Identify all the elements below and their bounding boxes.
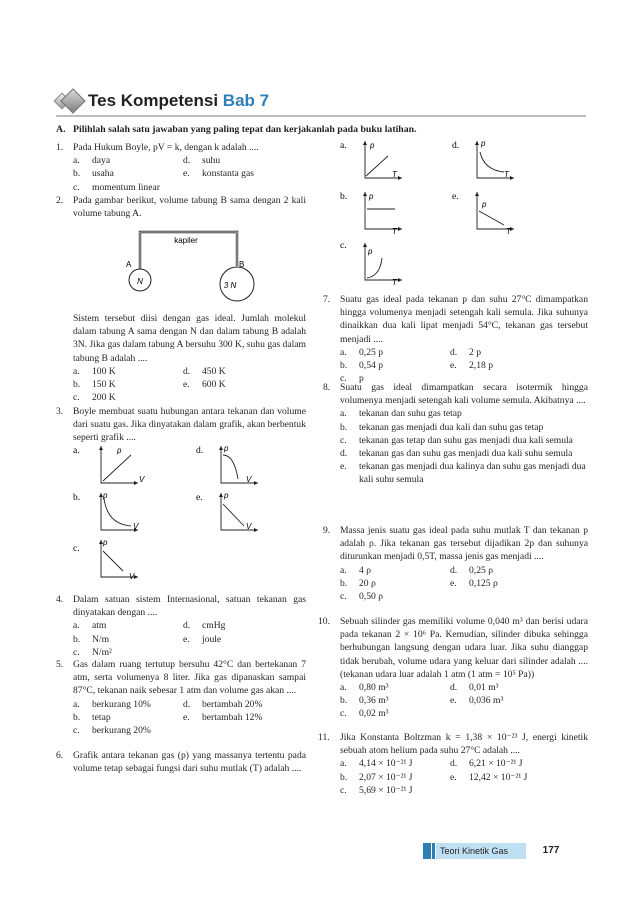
svg-text:b.: b. xyxy=(340,191,348,202)
section-instruction: A. Pilihlah salah satu jawaban yang paling tepat dan kerjakanlah pada buku latihan. xyxy=(56,124,417,135)
two-tank-figure xyxy=(112,222,272,304)
svg-text:d.: d. xyxy=(452,140,460,151)
question-6: 6. Grafik antara tekanan gas (p) yang massanya tertentu pada volume tetap sebagai fungsi dari suhu mutlak (T) adalah .... xyxy=(56,750,306,775)
question-5: 5. Gas dalam ruang tertutup bersuhu 42°C dan bertekanan 7 atm, serta volumenya 8 liter. Jika gas dipanaskan sampai 87°C, tekanan naik sebesar 1 atm dan volume gas akan .... a. berkurang 10% d. bertambah 20% b. tetap e. bertambah 12% c. berkurang 20% xyxy=(56,659,306,737)
question-11: 11. Jika Konstanta Boltzman k = 1,38 × 10⁻²³ J, energi kinetik sebuah atom helium pada suhu 27°C adalah .... a. 4,14 × 10⁻²¹ J d. 6,21 × 10⁻²¹ J b. 2,07 × 10⁻²¹ J e. 12,42 × 10⁻²¹ J c. 5,69 × 10⁻²¹ J xyxy=(318,732,588,796)
svg-text:T: T xyxy=(506,227,511,236)
question-1: 1. Pada Hukum Boyle, pV = k, dengan k adalah .... a. daya d. suhu b. usaha e. konstanta gas c. momentum linear xyxy=(56,142,259,193)
svg-text:p: p xyxy=(103,491,108,500)
q6-graph-c xyxy=(340,240,430,290)
svg-text:a.: a. xyxy=(340,140,347,151)
q3-graph-a xyxy=(73,443,163,493)
q6-graph-e xyxy=(452,189,542,239)
tank-b-label: B xyxy=(239,260,245,269)
svg-text:p: p xyxy=(224,444,229,453)
svg-text:V: V xyxy=(246,522,252,531)
footer-accent xyxy=(423,843,431,859)
question-2-cont: Sistem tersebut diisi dengan gas ideal. Jumlah molekul dalam tabung A sama dengan N dan dalam tabung B adalah 3N. Jika gas dalam tabung A bersuhu 300 K, suhu gas dalam tabung B adalah .... a. 100 K d. 450 K b. 150 K e. 600 K c. 200 K xyxy=(73,313,306,404)
svg-text:T: T xyxy=(392,278,397,287)
svg-text:V: V xyxy=(139,475,145,484)
q3-graph-c xyxy=(73,537,163,587)
svg-text:T: T xyxy=(392,227,397,236)
footer-accent xyxy=(432,843,435,859)
svg-text:c.: c. xyxy=(73,543,80,554)
header-rule xyxy=(56,115,586,117)
page-number: 177 xyxy=(542,845,560,856)
svg-text:p: p xyxy=(117,446,122,455)
svg-text:p: p xyxy=(103,538,108,547)
page-title: Tes Kompetensi Bab 7 xyxy=(88,91,270,110)
q3-graph-e xyxy=(196,490,286,540)
svg-text:d.: d. xyxy=(196,445,204,456)
footer-chapter-title: Teori Kinetik Gas xyxy=(436,843,526,859)
question-4: 4. Dalam satuan sistem Internasional, satuan tekanan gas dinyatakan dengan .... a. atm d. cmHg b. N/m e. joule c. N/m² xyxy=(56,594,306,658)
svg-text:p: p xyxy=(482,200,487,209)
q6-graph-d xyxy=(452,138,542,188)
svg-text:p: p xyxy=(370,141,375,150)
svg-text:e.: e. xyxy=(452,191,459,202)
diamond-icon xyxy=(60,88,85,113)
question-8: 8. Suatu gas ideal dimampatkan secara isotermik hingga volumenya menjadi setengah kali volume semula. Akibatnya .... a. tekanan dan suhu gas tetap b. tekanan gas menjadi dua kali dan suhu gas tetap c. tekanan gas tetap dan suhu gas menjadi dua kali semula d. tekanan gas dan suhu gas menjadi dua kali suhu semula e. tekanan gas menjadi dua kalinya dan suhu gas menjadi dua kali suhu semula xyxy=(323,382,588,486)
q3-graph-b xyxy=(73,490,163,540)
question-3: 3. Boyle membuat suatu hubungan antara tekanan dan volume dari suatu gas. Jika dinyatakan dalam grafik, akan berbentuk seperti grafik .... xyxy=(56,406,306,444)
question-10: 10. Sebuah silinder gas memiliki volume 0,040 m³ dan berisi udara pada tekanan 2 × 10⁶ Pa. Kemudian, silinder dibuka sehingga berhubungan langsung dengan udara luar. Jika suhu dianggap tidak berubah, volume udara yang keluar dari silinder adalah .... (tekanan udara luar adalah 1 atm (1 atm = 10⁵ Pa)) a. 0,80 m³ d. 0,01 m³ b. 0,36 m³ e. 0,036 m³ c. 0,02 m³ xyxy=(318,616,588,720)
svg-text:c.: c. xyxy=(340,240,347,251)
svg-text:p: p xyxy=(369,192,374,201)
tank-b-n: 3 N xyxy=(223,281,237,290)
svg-text:p: p xyxy=(368,247,373,256)
svg-text:e.: e. xyxy=(196,492,203,503)
tank-a-n: N xyxy=(137,277,143,286)
q6-graph-a xyxy=(340,138,430,188)
q3-graph-d xyxy=(196,443,286,493)
chapter-header xyxy=(56,88,586,114)
svg-text:p: p xyxy=(481,139,486,148)
question-2: 2. Pada gambar berikut, volume tabung B sama dengan 2 kali volume tabung A. xyxy=(56,195,306,220)
svg-text:T: T xyxy=(392,170,397,179)
q6-graph-b xyxy=(340,189,430,239)
svg-text:V: V xyxy=(129,572,135,581)
svg-text:p: p xyxy=(224,491,229,500)
svg-text:V: V xyxy=(246,475,252,484)
question-7: 7. Suatu gas ideal pada tekanan p dan suhu 27°C dimampatkan hingga volumenya menjadi setengah kali semula. Jika suhunya dinaikkan dua kali lipat menjadi 54°C, tekanan gas tersebut menjadi .... a. 0,25 p d. 2 p b. 0,54 p e. 2,18 p c. p xyxy=(323,294,588,385)
svg-text:a.: a. xyxy=(73,445,80,456)
kapiler-label: kapiler xyxy=(174,236,198,245)
question-9: 9. Massa jenis suatu gas ideal pada suhu mutlak T dan tekanan p adalah ρ. Jika tekanan gas tersebut dijadikan 2p dan suhunya diturunkan menjadi 0,5T, massa jenis gas menjadi .... a. 4 ρ d. 0,25 ρ b. 20 ρ e. 0,125 ρ c. 0,50 ρ xyxy=(323,525,588,603)
tank-a-label: A xyxy=(126,260,132,269)
svg-text:b.: b. xyxy=(73,492,81,503)
svg-text:V: V xyxy=(133,522,139,531)
svg-text:T: T xyxy=(504,170,509,179)
